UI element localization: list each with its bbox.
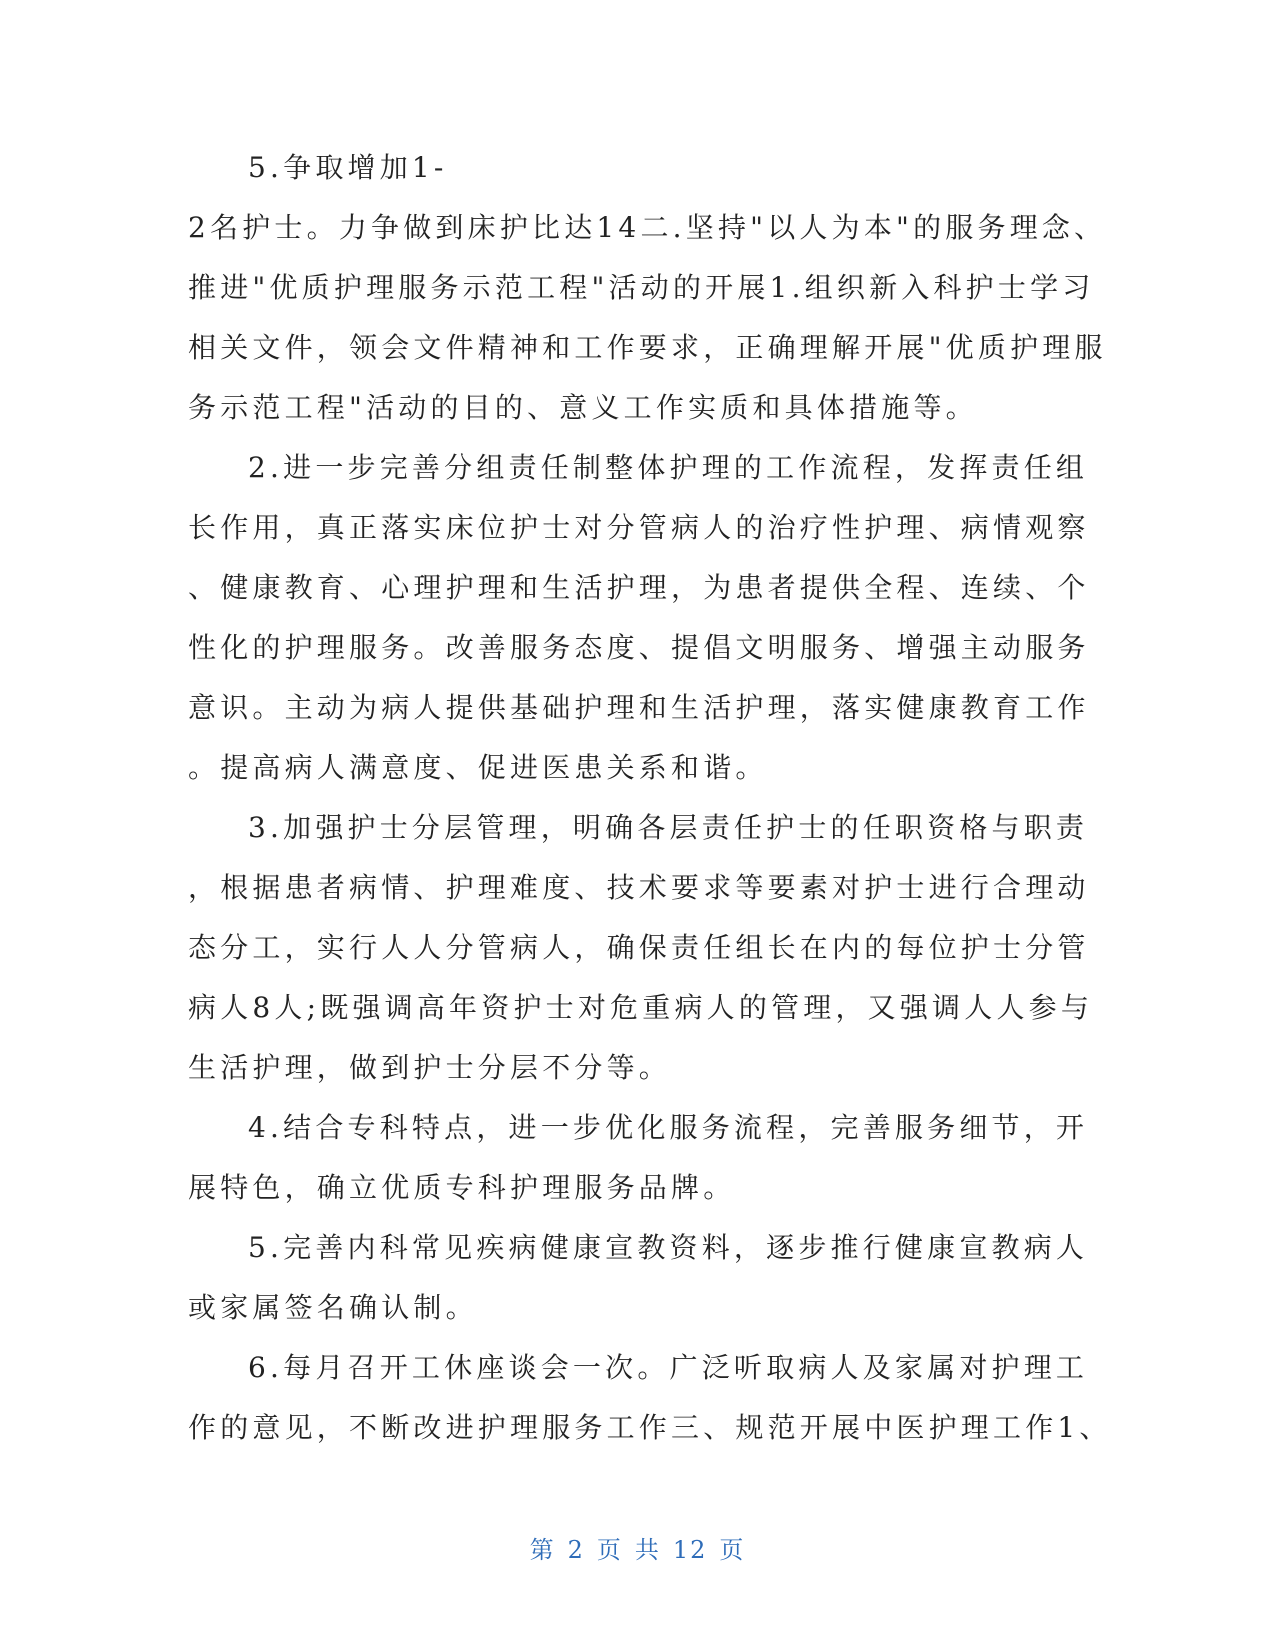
text-line: 作的意见，不断改进护理服务工作三、规范开展中医护理工作1、 <box>188 1411 1112 1444</box>
text-line: 5.完善内科常见疾病健康宣教资料，逐步推行健康宣教病人 <box>248 1231 1089 1264</box>
footer-page-word: 页 <box>596 1536 623 1564</box>
footer-total-pages: 12 <box>672 1536 708 1564</box>
text-line: ，根据患者病情、护理难度、技术要求等要素对护士进行合理动 <box>188 871 1090 904</box>
text-line: 长作用，真正落实床位护士对分管病人的治疗性护理、病情观察 <box>188 511 1090 544</box>
text-line: 态分工，实行人人分管病人，确保责任组长在内的每位护士分管 <box>188 931 1090 964</box>
text-line: 展特色，确立优质专科护理服务品牌。 <box>188 1171 736 1204</box>
page-footer <box>0 1530 1275 1565</box>
text-line: 、健康教育、心理护理和生活护理，为患者提供全程、连续、个 <box>188 571 1090 604</box>
text-line: 4.结合专科特点，进一步优化服务流程，完善服务细节，开 <box>248 1111 1089 1144</box>
text-line: 2.进一步完善分组责任制整体护理的工作流程，发挥责任组 <box>248 451 1089 484</box>
footer-prefix: 第 <box>529 1536 556 1564</box>
text-line: 相关文件，领会文件精神和工作要求，正确理解开展"优质护理服 <box>188 331 1107 364</box>
paragraph-1 <box>188 138 1088 198</box>
paragraph-7 <box>188 1338 1112 1458</box>
text-line: 或家属签名确认制。 <box>188 1291 478 1324</box>
text-line: 务示范工程"活动的目的、意义工作实质和具体措施等。 <box>188 391 978 424</box>
text-line: 生活护理，做到护士分层不分等。 <box>188 1051 672 1084</box>
footer-suffix: 页 <box>719 1536 746 1564</box>
text-line: 推进"优质护理服务示范工程"活动的开展1.组织新入科护士学习 <box>188 271 1095 304</box>
footer-total-word: 共 <box>634 1536 661 1564</box>
paragraph-3 <box>188 438 1088 798</box>
paragraph-2 <box>188 198 1107 438</box>
text-line: 3.加强护士分层管理，明确各层责任护士的任职资格与职责 <box>248 811 1089 844</box>
text-line: 5.争取增加1- <box>248 151 448 184</box>
text-line: 病人8人;既强调高年资护士对危重病人的管理，又强调人人参与 <box>188 991 1094 1024</box>
text-line: 6.每月召开工休座谈会一次。广泛听取病人及家属对护理工 <box>248 1351 1089 1384</box>
paragraph-6 <box>188 1218 1088 1338</box>
text-line: 。提高病人满意度、促进医患关系和谐。 <box>188 751 768 784</box>
text-line: 意识。主动为病人提供基础护理和生活护理，落实健康教育工作 <box>188 691 1090 724</box>
document-body <box>188 138 1112 1458</box>
paragraph-5 <box>188 1098 1088 1218</box>
footer-current-page: 2 <box>567 1536 585 1564</box>
paragraph-4 <box>188 798 1094 1098</box>
text-line: 性化的护理服务。改善服务态度、提倡文明服务、增强主动服务 <box>188 631 1090 664</box>
text-line: 2名护士。力争做到床护比达14二.坚持"以人为本"的服务理念、 <box>188 211 1107 244</box>
